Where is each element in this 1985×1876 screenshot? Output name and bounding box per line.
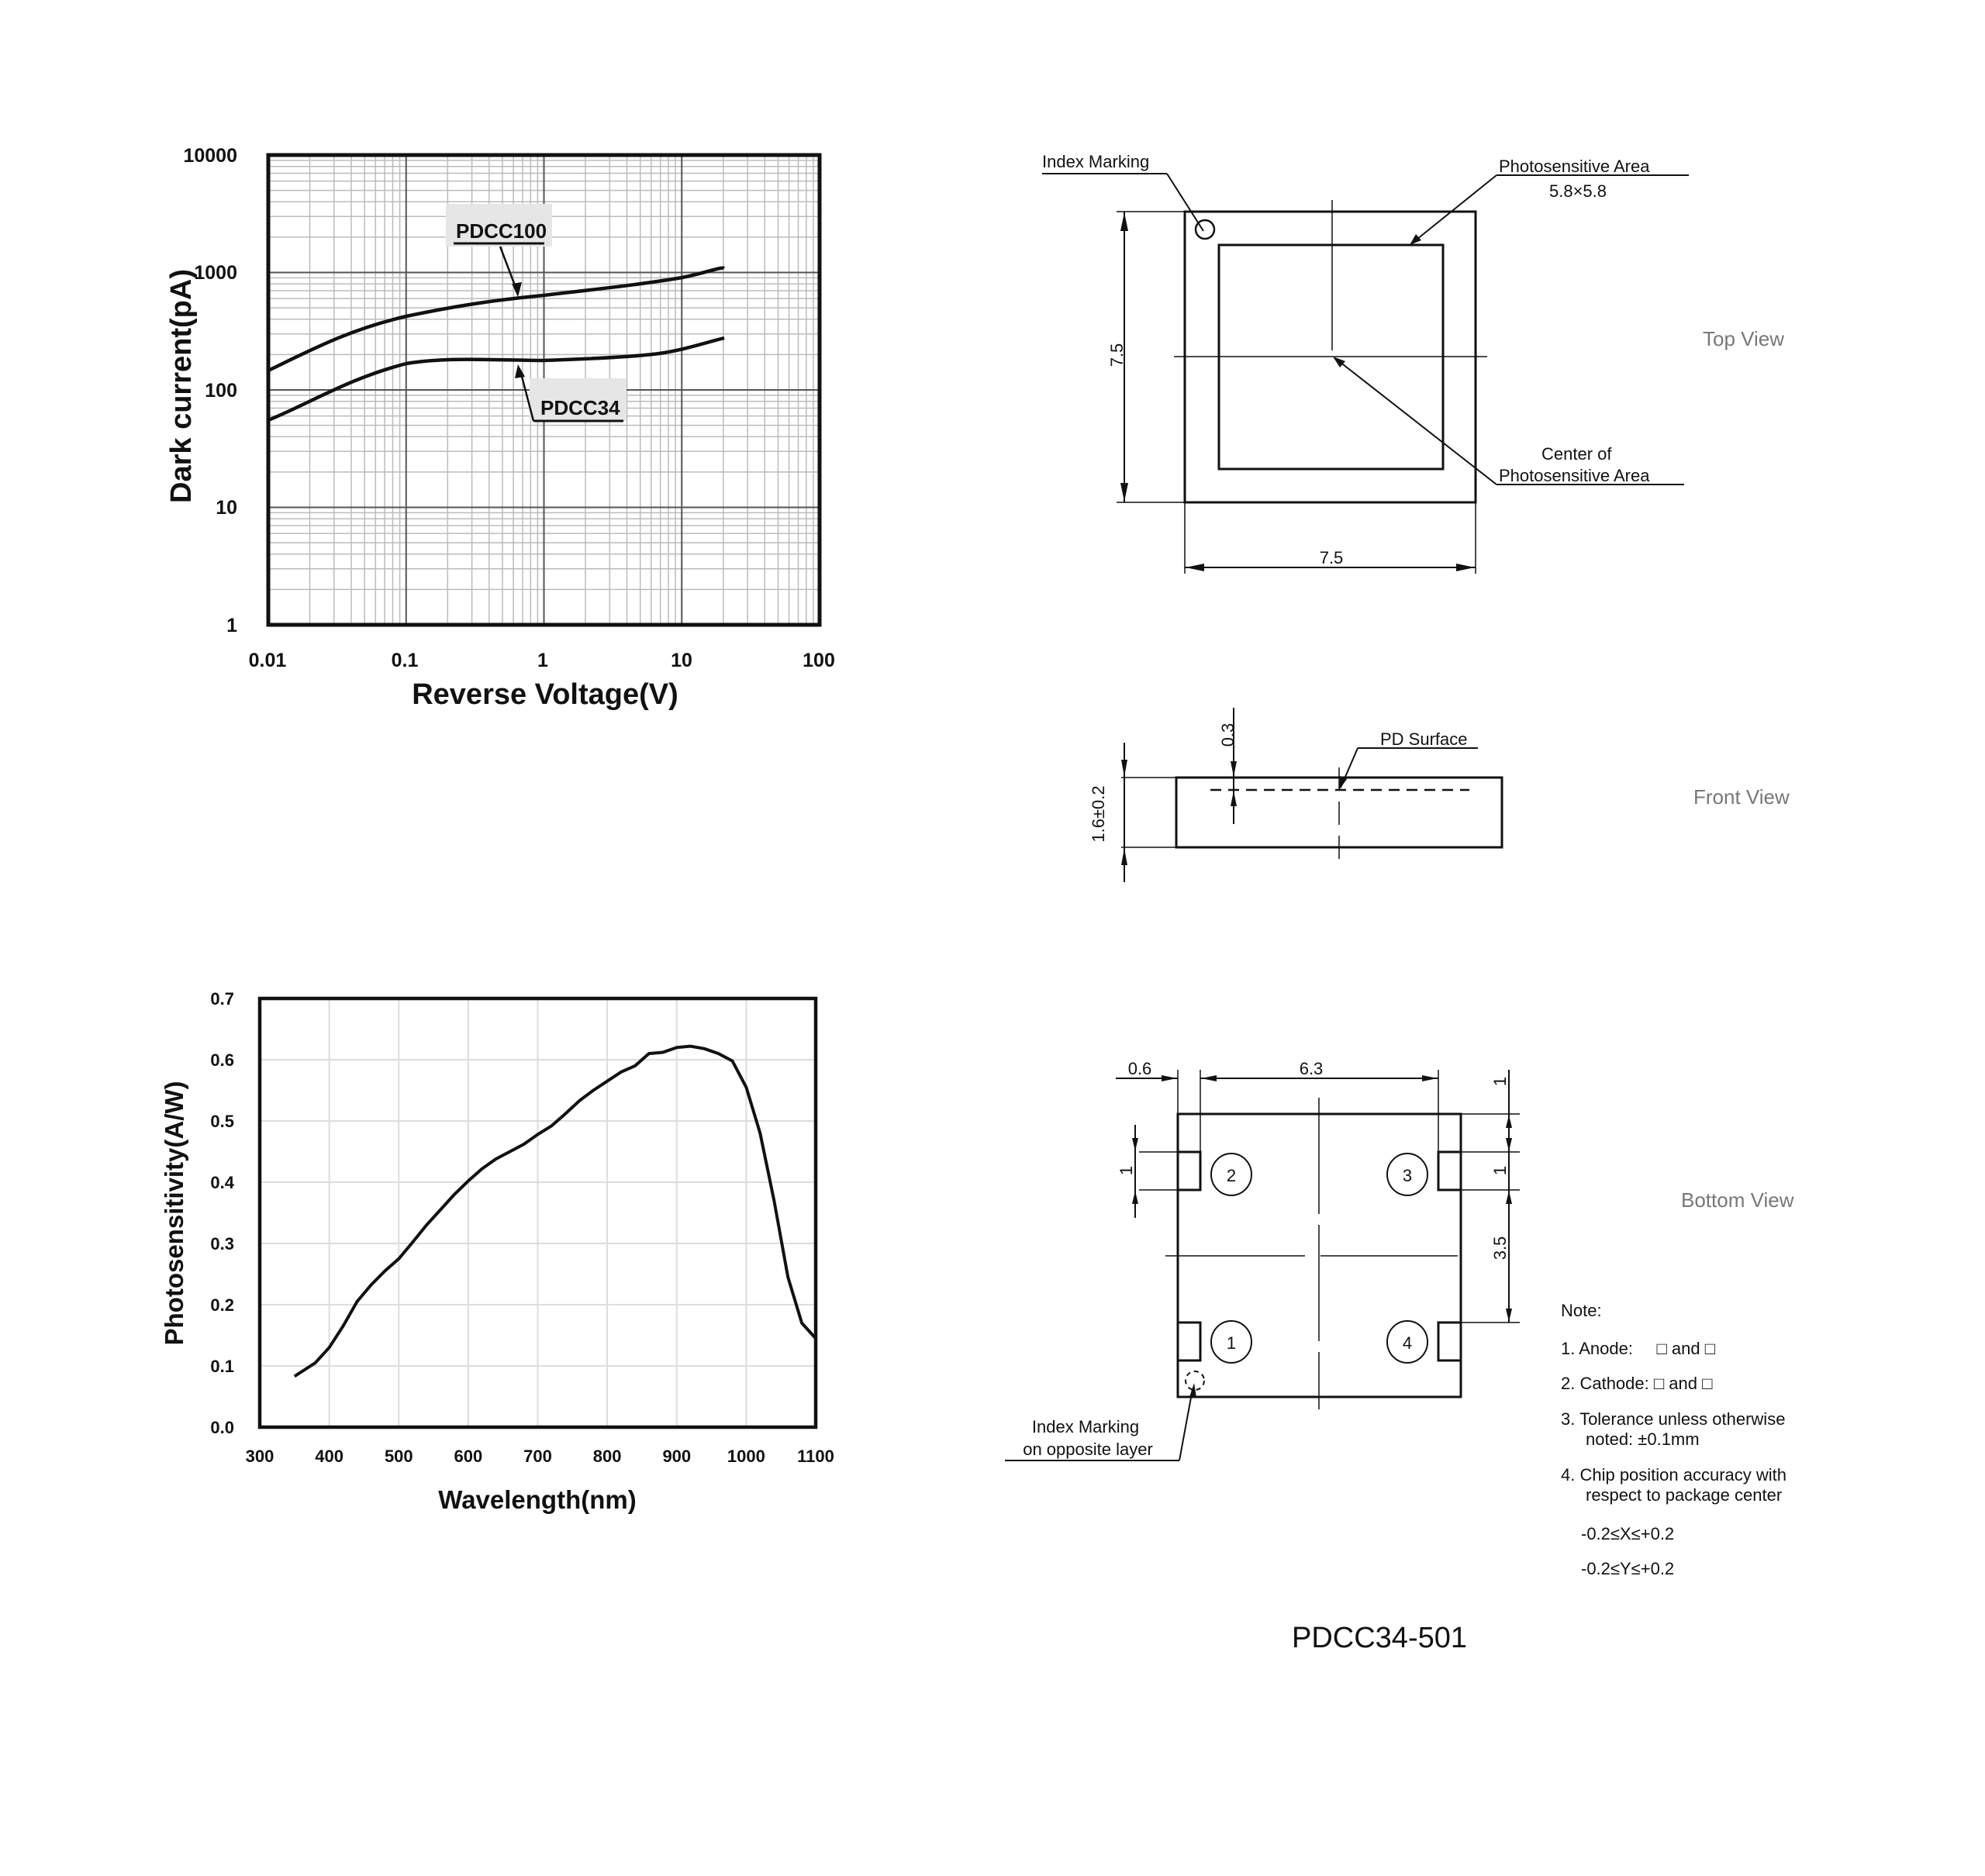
- dark-current-x-label: Reverse Voltage(V): [412, 678, 678, 711]
- note-y-range: -0.2≤Y≤+0.2: [1581, 1559, 1675, 1578]
- center-label-line1: Center of: [1541, 444, 1612, 464]
- top-dim-width: 7.5: [1319, 548, 1344, 567]
- xtick: 100: [803, 650, 835, 671]
- ytick: 0.1: [210, 1357, 234, 1376]
- index-marking-label: Index Marking: [1042, 152, 1150, 171]
- ytick: 100: [205, 380, 237, 402]
- dark-current-chart: [165, 145, 835, 711]
- xtick: 0.1: [391, 650, 419, 671]
- photosensitivity-y-ticks: [210, 989, 234, 1437]
- bottom-dim-pitch-x: 6.3: [1299, 1059, 1324, 1078]
- ytick: 1000: [194, 262, 237, 284]
- bottom-dim-pad-left: 1: [1117, 1165, 1136, 1176]
- bottom-index-label-1: Index Marking: [1031, 1417, 1140, 1436]
- ytick: 0.7: [210, 989, 234, 1009]
- ytick: 0.6: [210, 1050, 234, 1070]
- ytick: 0.4: [210, 1173, 234, 1192]
- pad-4-number: 4: [1402, 1333, 1413, 1353]
- top-view-drawing: [1042, 174, 1689, 574]
- photosensitivity-chart: [160, 989, 834, 1514]
- xtick: 1100: [797, 1447, 834, 1466]
- bottom-view-labels: [1023, 1059, 1793, 1459]
- pad-2: [1178, 1152, 1200, 1190]
- pad-4: [1438, 1323, 1461, 1360]
- pdcc34-label: PDCC34: [540, 396, 620, 419]
- pad-3-number: 3: [1402, 1166, 1413, 1185]
- front-dim-thickness: 1.6±0.2: [1089, 785, 1108, 843]
- ytick: 1: [226, 615, 237, 636]
- ytick: 10: [216, 497, 237, 519]
- note-anode: 1. Anode: □ and □: [1561, 1339, 1716, 1358]
- ytick: 10000: [183, 145, 237, 167]
- photosensitive-size-label: 5.8×5.8: [1549, 181, 1607, 201]
- pad-3: [1438, 1152, 1461, 1190]
- bottom-index-label-2: on opposite layer: [1023, 1440, 1153, 1459]
- xtick: 1: [537, 650, 548, 671]
- top-view-title: Top View: [1703, 327, 1785, 350]
- pdcc100-label: PDCC100: [456, 219, 547, 243]
- center-label-line2: Photosensitive Area: [1499, 466, 1650, 485]
- photosensitivity-y-label: Photosensitivity(A/W): [160, 1081, 188, 1346]
- photosensitivity-x-ticks: [246, 1447, 834, 1466]
- ytick: 0.3: [210, 1234, 234, 1254]
- bottom-dim-top-right: 1: [1490, 1076, 1510, 1087]
- note-chip-position-cont: respect to package center: [1586, 1485, 1783, 1505]
- top-view-labels: [1042, 152, 1784, 567]
- notes-heading: Note:: [1561, 1301, 1602, 1320]
- xtick: 10: [671, 650, 692, 671]
- ytick: 0.2: [210, 1295, 234, 1315]
- ytick: 0.0: [210, 1418, 234, 1437]
- xtick: 1000: [727, 1447, 765, 1466]
- pdcc100-callout: [446, 204, 552, 297]
- dark-current-x-ticks: [249, 650, 835, 671]
- part-number-title: PDCC34-501: [1292, 1622, 1467, 1654]
- bottom-dim-pad-right: 1: [1490, 1165, 1510, 1176]
- xtick: 300: [245, 1447, 274, 1466]
- xtick: 400: [315, 1447, 343, 1466]
- note-tolerance-cont: noted: ±0.1mm: [1586, 1429, 1700, 1449]
- note-chip-position: 4. Chip position accuracy with: [1561, 1465, 1787, 1485]
- photosensitivity-x-label: Wavelength(nm): [438, 1485, 637, 1514]
- ytick: 0.5: [210, 1112, 234, 1131]
- bottom-dim-offset: 0.6: [1127, 1059, 1152, 1078]
- photosensitivity-curve: [295, 1047, 816, 1377]
- front-view-title: Front View: [1693, 785, 1790, 809]
- dark-current-y-label: Dark current(pA): [165, 269, 198, 503]
- front-view-labels: [1089, 723, 1790, 843]
- photosensitive-area-label: Photosensitive Area: [1499, 157, 1650, 176]
- pad-2-number: 2: [1226, 1166, 1237, 1185]
- xtick: 700: [523, 1447, 552, 1466]
- top-dim-height: 7.5: [1107, 343, 1127, 367]
- pd-surface-label: PD Surface: [1380, 729, 1468, 749]
- pad-1: [1178, 1323, 1200, 1360]
- index-marking-opposite-circle: [1186, 1371, 1204, 1390]
- xtick: 600: [454, 1447, 483, 1466]
- xtick: 500: [384, 1447, 413, 1466]
- bottom-view-title: Bottom View: [1681, 1188, 1794, 1212]
- front-dim-depth: 0.3: [1218, 722, 1238, 747]
- xtick: 900: [662, 1447, 692, 1466]
- xtick: 800: [592, 1447, 622, 1466]
- note-tolerance: 3. Tolerance unless otherwise: [1561, 1409, 1786, 1429]
- bottom-dim-pitch-y: 3.5: [1490, 1236, 1510, 1260]
- note-x-range: -0.2≤X≤+0.2: [1581, 1524, 1675, 1543]
- xtick: 0.01: [248, 650, 287, 671]
- bottom-view-drawing: [1005, 1070, 1520, 1460]
- note-cathode: 2. Cathode: □ and □: [1561, 1374, 1713, 1393]
- pad-1-number: 1: [1226, 1333, 1237, 1353]
